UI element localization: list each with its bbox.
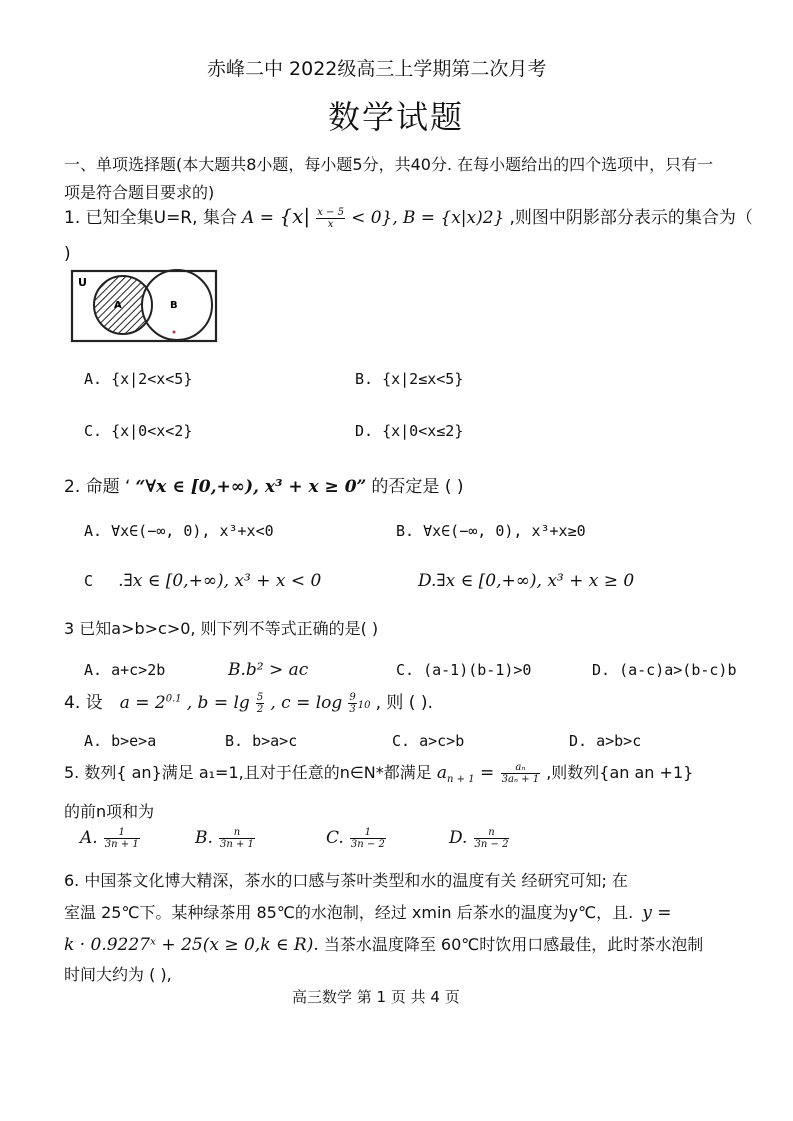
- q4-b-part: , b = lg: [186, 693, 250, 713]
- q2-option-c-math: .∃x ∈ [0,+∞), x³ + x < 0: [118, 571, 322, 591]
- q5-option-c-num: 1: [350, 827, 386, 839]
- q4-option-c[interactable]: C. a>c>b: [392, 732, 465, 750]
- q1-set-a-lhs: A =: [242, 208, 280, 228]
- q5-option-a-fraction: [104, 827, 140, 850]
- q6-line4: 时间大约为 ( ),: [64, 965, 172, 984]
- q2-option-b[interactable]: B. ∀x∈(−∞, 0), x³+x≥0: [396, 522, 586, 540]
- q5-option-d[interactable]: [449, 827, 510, 850]
- q1-frac-den: x: [327, 219, 334, 230]
- q4-c-num: 9: [349, 692, 356, 703]
- q5-option-b-num: n: [219, 827, 255, 839]
- q4-prefix: 4. 设: [64, 693, 103, 713]
- q3-option-b[interactable]: B.b² > ac: [228, 660, 309, 680]
- q4-b-fraction: [256, 692, 264, 715]
- q5-option-a-num: 1: [104, 827, 140, 839]
- q6-line3-text: 当茶水温度降至 60℃时饮用口感最佳，此时茶水泡制: [323, 935, 704, 954]
- q4-b-num: 5: [256, 692, 264, 703]
- q5-option-a[interactable]: [80, 827, 141, 850]
- q5-option-b-den: 3n + 1: [220, 839, 254, 850]
- q5-option-b[interactable]: [195, 827, 256, 850]
- q5-line2: 的前n项和为: [64, 802, 155, 821]
- q5-option-c[interactable]: [326, 827, 387, 850]
- q6-line2-math: y =: [642, 903, 672, 923]
- q2-prefix: 2. 命题 ‘: [64, 477, 131, 497]
- q1-set-a-fraction: [316, 207, 345, 230]
- q2-suffix: 的否定是 ( ): [371, 477, 464, 497]
- page-title: 数学试题: [328, 98, 465, 136]
- school-title: 赤峰二中 2022级高三上学期第二次月考: [207, 58, 547, 80]
- q4-a-part: a = 2: [119, 693, 166, 713]
- q6-line3: [64, 932, 703, 955]
- q2-option-c-label: C: [84, 572, 94, 590]
- q6-line2-text: 室温 25℃下。某种绿茶用 85℃的水泡制，经过 xmin 后茶水的温度为y℃，且.: [64, 903, 634, 922]
- venn-mark-dot: [173, 331, 176, 334]
- q4-option-b[interactable]: B. b>a>c: [225, 732, 298, 750]
- venn-label-b: B: [170, 300, 178, 311]
- q1-suffix: ,则图中阴影部分表示的集合为（: [509, 208, 753, 228]
- q1-option-d[interactable]: D. {x|0<x≤2}: [355, 422, 464, 440]
- q1-set-b: B = {x|x)2}: [402, 208, 505, 228]
- q6-line2: [64, 900, 672, 923]
- q5-option-d-fraction: [474, 827, 510, 850]
- q5-formula-den: 3aₙ + 1: [501, 774, 540, 785]
- question-4-stem: [64, 688, 433, 715]
- q5-option-a-den: 3n + 1: [104, 839, 139, 850]
- question-5-stem: [64, 760, 693, 785]
- question-1-stem: [64, 203, 753, 230]
- q5-option-d-label: D.: [449, 828, 468, 848]
- venn-diagram: [70, 268, 220, 346]
- question-2-stem: [64, 472, 464, 497]
- q4-c-fraction: [348, 692, 356, 715]
- q4-c-den: 3: [349, 704, 356, 715]
- q5-option-b-fraction: [219, 827, 255, 850]
- q5-option-d-den: 3n − 2: [474, 839, 509, 850]
- venn-label-u: U: [78, 276, 87, 289]
- q5-option-b-label: B.: [195, 828, 213, 848]
- q4-c-part: , c = log: [270, 693, 343, 713]
- page-footer: 高三数学 第 1 页 共 4 页: [292, 988, 460, 1006]
- q4-a-exponent: 0.1: [165, 693, 182, 705]
- q4-suffix: , 则 ( ).: [375, 693, 433, 713]
- q3-option-c[interactable]: C. (a-1)(b-1)>0: [396, 661, 532, 679]
- q5-option-c-label: C.: [326, 828, 344, 848]
- section-heading-line1: 一、单项选择题(本大题共8小题，每小题5分，共40分. 在每小题给出的四个选项中，只有一: [64, 155, 714, 174]
- q6-line3-math: k · 0.9227ˣ + 25(x ≥ 0,k ∈ R).: [64, 935, 319, 955]
- q5-formula-lhs: a: [436, 763, 448, 783]
- q4-option-d[interactable]: D. a>b>c: [569, 732, 642, 750]
- q5-option-d-num: n: [474, 827, 510, 839]
- q2-option-a[interactable]: A. ∀x∈(−∞, 0), x³+x<0: [84, 522, 274, 540]
- q1-prefix: 1. 已知全集U=R, 集合: [64, 208, 237, 228]
- q1-option-b[interactable]: B. {x|2≤x<5}: [355, 370, 464, 388]
- q3-option-d[interactable]: D. (a-c)a>(b-c)b: [592, 661, 737, 679]
- q2-option-d[interactable]: D.∃x ∈ [0,+∞), x³ + x ≥ 0: [418, 571, 635, 591]
- section-heading-line2: 项是符合题目要求的): [64, 183, 215, 202]
- q4-c-subscript: 10: [357, 700, 371, 711]
- q1-frac-num: x − 5: [317, 207, 344, 218]
- q5-option-a-label: A.: [80, 828, 98, 848]
- q5-formula-fraction: [501, 762, 540, 785]
- q5-prefix: 5. 数列{ an}满足 a₁=1,且对于任意的n∈N*都满足: [64, 763, 432, 782]
- q3-option-a[interactable]: A. a+c>2b: [84, 661, 166, 679]
- q6-line1: 6. 中国茶文化博大精深，茶水的口感与茶叶类型和水的温度有关 经研究可知; 在: [64, 871, 628, 890]
- question-3-stem: 3 已知a>b>c>0, 则下列不等式正确的是( ): [64, 619, 379, 638]
- q1-option-a[interactable]: A. {x|2<x<5}: [84, 370, 193, 388]
- q4-b-den: 2: [256, 704, 264, 715]
- q5-formula-num: aₙ: [501, 762, 540, 774]
- q4-option-a[interactable]: A. b>e>a: [84, 732, 157, 750]
- q5-formula-eq: =: [474, 763, 500, 783]
- venn-label-a: A: [114, 300, 122, 311]
- q1-option-c[interactable]: C. {x|0<x<2}: [84, 422, 193, 440]
- q1-set-a-open: {x|: [279, 204, 311, 228]
- q1-paren-close: ): [64, 244, 71, 264]
- q2-option-c[interactable]: [84, 571, 321, 591]
- q5-option-c-den: 3n − 2: [350, 839, 385, 850]
- q5-formula-lhs-sub: n + 1: [447, 774, 475, 786]
- q1-set-a-close: < 0},: [351, 208, 398, 228]
- q2-statement: “∀x ∈ [0,+∞), x³ + x ≥ 0”: [135, 477, 367, 497]
- q5-suffix: ,则数列{an an +1}: [546, 763, 694, 782]
- q5-option-c-fraction: [350, 827, 386, 850]
